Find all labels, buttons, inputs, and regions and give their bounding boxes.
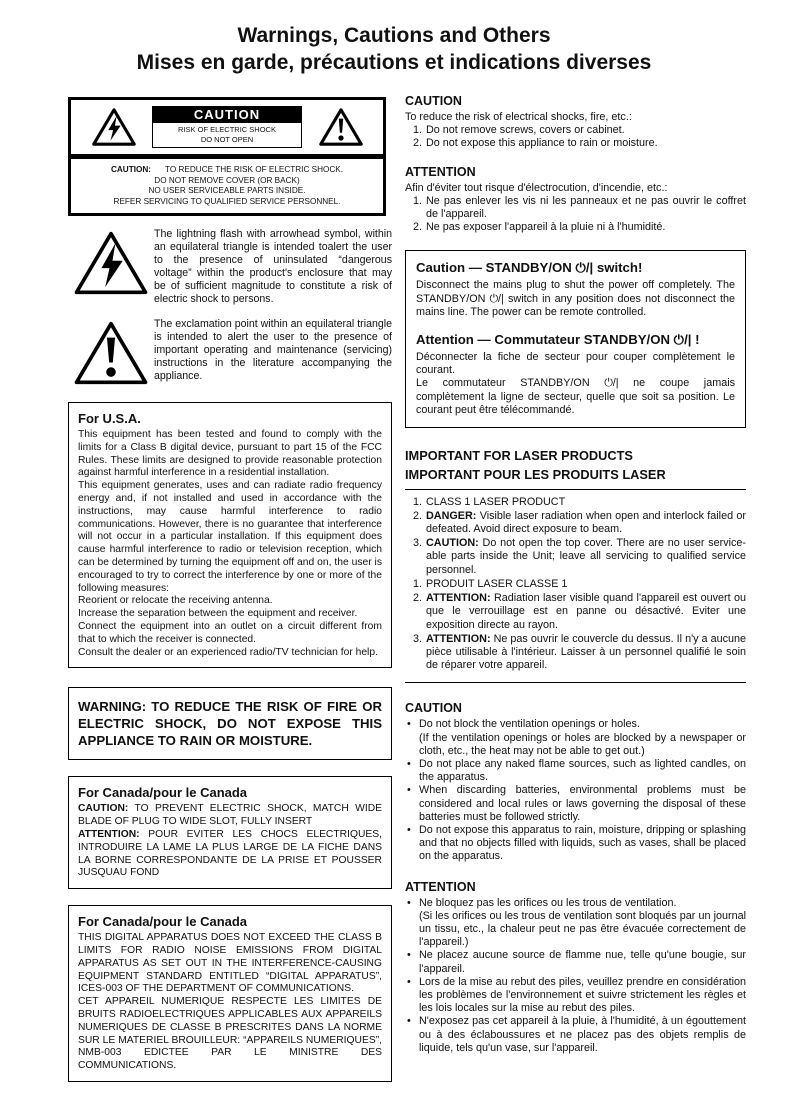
exclamation-note-row [68,318,392,386]
bullet-marker: • [407,1015,411,1028]
canada-box1-caution-text: TO PREVENT ELECTRIC SHOCK, MATCH WIDE BLADE OF PLUG TO WIDE SLOT, FULLY INSERT [78,803,382,828]
canada-box1-attention-text: POUR EVITER LES CHOCS ELECTRIQUES, INTRODUIRE LA LAME LA PLUS LARGE DE LA FICHE DANS LA BORNE CORRESPONDANTE DE LA PRISE ET POUSSER JUSQUAU FOND [78,828,382,879]
bullet-text [419,897,746,950]
emblem-caution-line-4: REFER SERVICING TO QUALIFIED SERVICE PERSONNEL. [113,196,341,206]
warning-box: WARNING: TO REDUCE THE RISK OF FIRE OR ELECTRIC SHOCK, DO NOT EXPOSE THIS APPLIANCE TO RAIN OR MOISTURE. [68,687,392,760]
item-number: 1. [412,577,422,590]
bullet-text: Do not place any naked flame sources, such as lighted candles, on the apparatus. [419,757,746,784]
item-text [426,496,746,509]
caution-ventilation-section-en [405,701,746,863]
usa-box-p1: This equipment has been tested and found to comply with the limits for a Class B digital device, pursuant to part 15 of the FCC Rules. These limits are designed to provide reasonable protection against harmful interference in a residential installation. [78,429,382,479]
risk-line-1: RISK OF ELECTRIC SHOCK [178,125,276,134]
caution-bullet-list [405,718,746,863]
bullet-marker: • [407,949,411,962]
caution-en-intro: To reduce the risk of electrical shocks, fire, etc.: [405,111,632,123]
canada-box1-attention-label: ATTENTION: [78,828,140,840]
standby-caution-body: Disconnect the mains plug to shut the power off completely. The STANDBY/ON ⏻/| switch in any position does not disconnect the mains line. The power can be remote controlled. [416,279,735,319]
laser-item [405,633,746,673]
attention-ventilation-section-fr [405,880,746,1055]
laser-heading-en: IMPORTANT FOR LASER PRODUCTS [405,447,633,463]
bullet-item [405,976,746,1016]
bullet-text: N'exposez pas cet appareil à la pluie, à l'humidité, à un égouttement ou à des éclaboussures et ne placez pas des objets remplis de liquide, tels qu'un vase, sur l'appareil. [419,1015,746,1054]
usa-box-p3: Reorient or relocate the receiving antenna. [78,595,273,607]
page-title-en: Warnings, Cautions and Others [237,24,551,47]
emblem-caution-word: CAUTION: [110,165,151,174]
item-label: ATTENTION: [426,632,491,645]
horizontal-rule [405,489,746,490]
standby-attention-body-1: Déconnecter la fiche de secteur pour couper complètement le courant. [416,350,735,377]
bullet-marker: • [407,896,411,909]
canada-box2-p2: CET APPAREIL NUMERIQUE RESPECTE LES LIMITES DE BRUITS RADIOELECTRIQUES APPLICABLES AUX APPAREILS NUMERIQUES DE CLASSE B PRESCRITES DANS LA NORME SUR LE MATERIEL BROUILLEUR: “APPAREILS NUMERIQUES”, NMB-003 EDICTEE PAR LE MINISTRE DES COMMUNICATIONS. [78,996,382,1072]
bullet-item [405,824,746,864]
item-body: Visible laser radiation when open and interlock failed or defeated. Avoid direct exposure to beam. [426,509,746,536]
caution-label: CAUTION [152,106,302,123]
caution-label-sub [152,123,302,148]
laser-heading-fr: IMPORTANT POUR LES PRODUITS LASER [405,466,666,482]
attention-fr-item-1 [405,195,746,221]
exclamation-note-text: The exclamation point within an equilateral triangle is intended to alert the user to the presence of important operating and maintenance (servicing) instructions in the literature accompanying the appliance. [154,318,392,382]
emblem-caution-line-2: DO NOT REMOVE COVER (OR BACK) [154,175,300,185]
item-number: 3. [412,537,422,550]
item-text [426,537,746,577]
left-column [68,97,392,1082]
item-body: Radiation laser visible quand l'appareil est ouvert ou que le verrouillage est en panne ou désactivé. Eviter une exposition directe au rayon. [426,592,746,631]
standby-attention-body-2: Le commutateur STANDBY/ON ⏻/| ne coupe jamais complètement la ligne de secteur, quelle que soit sa position. Le courant peut être télécommandé. [416,377,735,417]
attention-section-fr [405,165,746,235]
item-label: ATTENTION: [426,592,491,605]
item-text [426,592,746,632]
usa-box-heading: For U.S.A. [78,411,141,426]
lightning-triangle-large-icon [68,228,154,306]
item-number: 2. [412,137,422,150]
item-body: Ne pas ouvrir le couvercle du dessus. Il n'y a aucune pièce utilisable à l'intérieur. Laisser à un personnel qualifié le soin de réparer votre appareil. [426,632,746,672]
canada-ices-notice-box [68,905,392,1082]
bullet-text [419,718,746,758]
attention-fr-intro: Afin d'éviter tout risque d'électrocution, d'incendie, etc.: [405,181,668,194]
caution-en-item-1 [405,124,746,137]
bullet-marker: • [407,823,411,836]
canada-box1-heading: For Canada/pour le Canada [78,785,248,801]
item-number: 3. [412,632,422,645]
caution-bullets-heading: CAUTION [405,701,462,716]
laser-products-section [405,448,746,684]
standby-attention-heading: Attention — Commutateur STANDBY/ON ⏻/| ! [416,331,700,347]
item-text [426,510,746,536]
bullet-item [405,1015,746,1055]
bullet-marker: • [407,784,411,797]
attention-fr-item-2 [405,221,746,234]
item-text: Ne pas enlever les vis ni les panneaux et ne pas ouvrir le coffret de l'appareil. [426,194,746,221]
horizontal-rule [405,682,746,683]
bullet-text: Lors de la mise au rebut des piles, veuillez prendre en considération les problèmes de l'environnement et suivre strictement les règles et les lois locales sur la mise au rebut des piles. [419,975,746,1015]
item-number: 1. [412,495,422,508]
electric-shock-caution-emblem [68,97,386,216]
item-body: CLASS 1 LASER PRODUCT [426,495,566,508]
item-text [426,578,746,591]
risk-line-2: DO NOT OPEN [200,134,254,144]
attention-fr-heading: ATTENTION [405,164,476,179]
page-title-fr: Mises en garde, précautions et indications diverses [136,51,652,74]
lightning-note-text: The lightning flash with arrowhead symbol, within an equilateral triangle is intended toalert the user to the presence of uninsulated “dangerous voltage” within the product's enclosure that may be of sufficient magnitude to constitute a risk of electric shock to persons. [154,228,392,305]
item-number: 2. [412,509,422,522]
caution-section-en [405,94,746,151]
caution-en-heading: CAUTION [405,94,462,108]
bullet-text: Do not expose this apparatus to rain, moisture, dripping or splashing and that no objects filled with liquids, such as vases, shall be placed on the apparatus. [419,823,746,863]
bullet-item [405,949,746,975]
bullet-marker: • [407,975,411,988]
item-body: Do not open the top cover. There are no user service-able parts inside the Unit; leave all servicing to qualified service personnel. [426,537,746,576]
bullet-marker: • [407,718,411,731]
exclamation-triangle-icon [319,107,363,147]
exclamation-triangle-large-icon [68,318,154,386]
bullet-note: (If the ventilation openings or holes are blocked by a newspaper or cloth, etc., the heat may not be able to get out.) [419,731,746,757]
item-body: PRODUIT LASER CLASSE 1 [426,577,568,590]
canada-box1-caution-label: CAUTION: [78,803,129,815]
standby-switch-notice-box [405,250,746,427]
bullet-text: Ne placez aucune source de flamme nue, telle qu'une bougie, sur l'appareil. [419,949,746,975]
bullet-main: Do not block the ventilation openings or holes. [419,718,640,731]
emblem-caution-text [71,159,383,213]
usa-box-p2: This equipment generates, uses and can radiate radio frequency energy and, if not installed and used in accordance with the instructions, may cause harmful interference to radio communications. However, there is no guarantee that interference will not occur in a particular installation. If this equipment does cause harmful interference to radio or television reception, which can be determined by turning the equipment off and on, the user is encouraged to try to correct the interference by one or more of the following measures: [78,480,382,594]
bullet-main: Ne bloquez pas les orifices ou les trous de ventilation. [419,896,677,909]
emblem-caution-line-3: NO USER SERVICEABLE PARTS INSIDE. [148,186,306,195]
bullet-marker: • [407,757,411,770]
page-title [0,22,788,76]
item-text: Do not expose this appliance to rain or moisture. [426,137,658,150]
spacer [416,320,735,332]
item-number: 1. [412,124,422,137]
item-number: 2. [412,592,422,605]
canada-box2-p1: THIS DIGITAL APPARATUS DOES NOT EXCEED THE CLASS B LIMITS FOR RADIO NOISE EMISSIONS FROM DIGITAL APPARATUS AS SET OUT IN THE INTERFERENCE-CAUSING EQUIPMENT STANDARD ENTITLED “DIGITAL APPARATUS”, ICES-003 OF THE DEPARTMENT OF COMMUNICATIONS. [78,932,382,995]
usa-box-p5: Connect the equipment into an outlet on a circuit different from that to which the receiver is connected. [78,620,382,645]
item-text: Do not remove screws, covers or cabinet. [426,124,625,137]
emblem-caution-line-1-text: TO REDUCE THE RISK OF ELECTRIC SHOCK. [165,165,344,174]
laser-item [405,510,746,536]
bullet-item [405,758,746,784]
bullet-item [405,718,746,758]
right-column [405,94,746,1069]
laser-item [405,537,746,577]
caution-label-block [152,106,302,148]
canada-box2-heading: For Canada/pour le Canada [78,914,248,930]
caution-en-item-2 [405,137,746,150]
bullet-note: (Si les orifices ou les trous de ventilation sont bloqués par un journal un tissu, etc., la chaleur peut ne pas être évacuée correctement de l'appareil.) [419,909,746,949]
emblem-symbols-row [71,100,383,159]
laser-item [405,496,746,509]
item-label: CAUTION: [426,537,479,550]
bullet-text: When discarding batteries, environmental problems must be considered and local rules or laws governing the disposal of these batteries must be followed strictly. [419,784,746,823]
canada-box1-text [78,803,382,880]
lightning-triangle-icon [92,107,136,147]
item-text [426,633,746,673]
bullet-item [405,897,746,950]
usa-box-p6: Consult the dealer or an experienced radio/TV technician for help. [78,646,378,658]
item-number: 2. [412,221,422,234]
usa-box-p4: Increase the separation between the equipment and receiver. [78,608,358,620]
item-label: DANGER: [426,509,477,522]
attention-bullet-list [405,897,746,1055]
bullet-item [405,784,746,824]
emblem-caution-line-1 [75,165,379,176]
item-number: 1. [412,194,422,207]
laser-item [405,592,746,632]
usa-notice-box [68,402,392,668]
attention-bullets-heading: ATTENTION [405,879,476,894]
canada-plug-notice-box [68,776,392,889]
standby-caution-heading: Caution — STANDBY/ON ⏻/| switch! [416,260,643,276]
item-text: Ne pas exposer l'appareil à la pluie ni à l'humidité. [426,221,666,234]
laser-item [405,578,746,591]
lightning-note-row [68,228,392,306]
